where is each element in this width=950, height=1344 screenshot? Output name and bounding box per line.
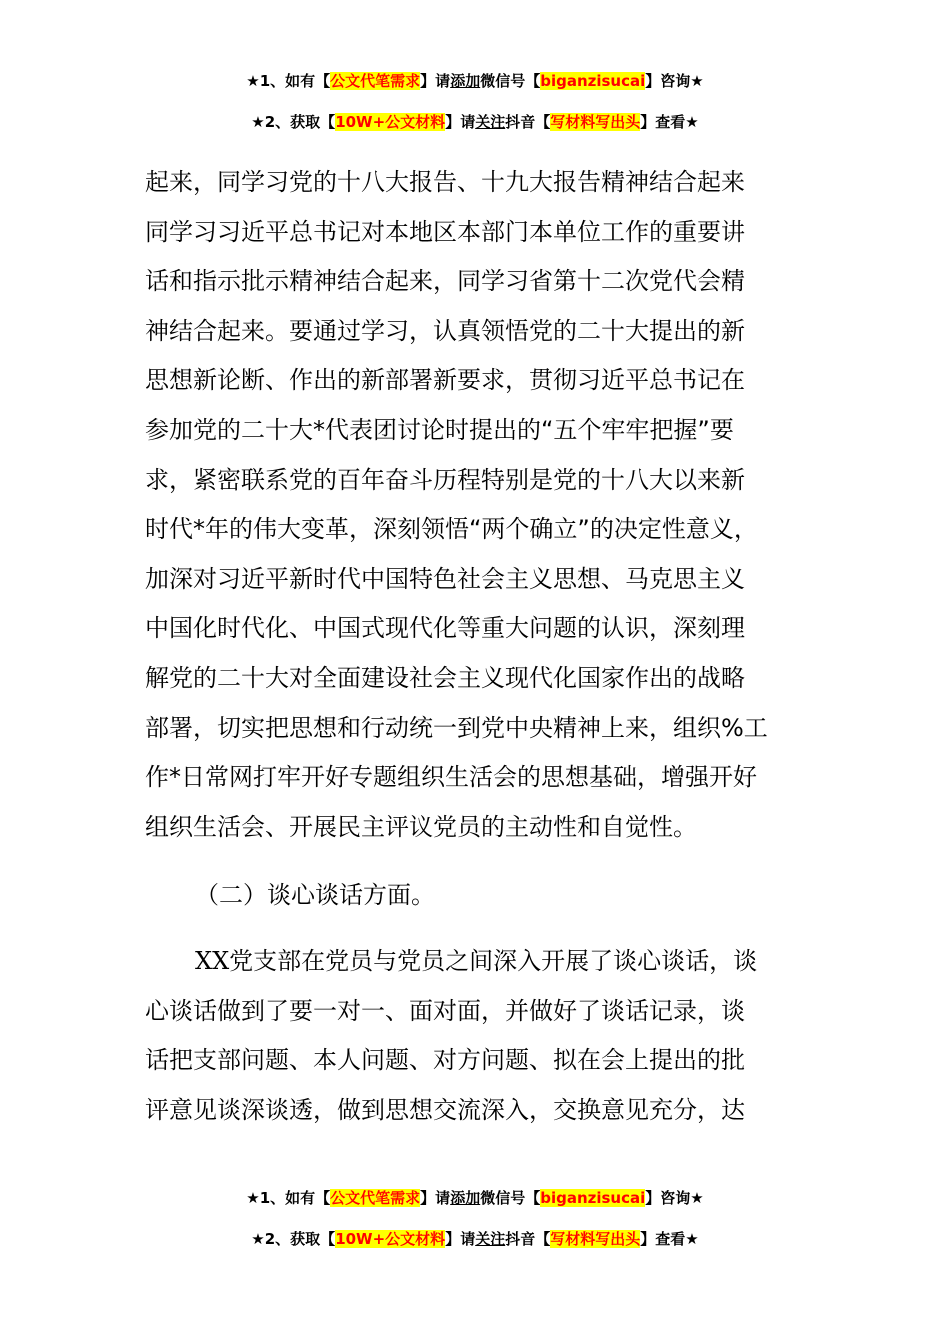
text-line: 加深对习近平新时代中国特色社会主义思想、马克思主义	[145, 564, 745, 593]
ad-text: 】查看★	[640, 1230, 699, 1248]
ad-underline: 添加	[450, 72, 481, 90]
text-line: 组织生活会、开展民主评议党员的主动性和自觉性。	[145, 812, 697, 841]
ad-text: 微信号【	[480, 1189, 541, 1207]
text-line: 作*日常网打牢开好专题组织生活会的思想基础，增强开好	[145, 763, 757, 792]
text-line-first	[145, 937, 835, 987]
ad-text: 】请	[420, 1189, 451, 1207]
text-line: 解党的二十大对全面建设社会主义现代化国家作出的战略	[145, 663, 745, 692]
ad-text: 】请	[420, 72, 451, 90]
footer-ad-line-1	[0, 1187, 950, 1209]
text-line: 话和指示批示精神结合起来，同学习省第十二次党代会精	[145, 267, 745, 296]
ad-highlight: 写材料写出头	[550, 1230, 641, 1248]
ad-text: ★1、如有【	[246, 72, 331, 90]
ad-highlight: 10W+公文材料	[335, 113, 446, 131]
ad-highlight: biganzisucai	[540, 1189, 646, 1207]
paragraph-talk	[145, 937, 835, 1135]
paragraph-study	[145, 158, 835, 852]
ad-highlight: 公文代笔需求	[330, 1189, 421, 1207]
ad-text: 】请	[445, 113, 476, 131]
ad-text: 微信号【	[480, 72, 541, 90]
ad-text: ★2、获取【	[251, 1230, 336, 1248]
text-line: 心谈话做到了要一对一、面对面，并做好了谈话记录，谈	[145, 996, 745, 1025]
text-fragment: 党支部在党员与党员之间深入开展了谈心谈话，谈	[229, 947, 758, 975]
ad-highlight: 10W+公文材料	[335, 1230, 446, 1248]
ad-text: ★1、如有【	[246, 1189, 331, 1207]
text-line: 神结合起来。要通过学习，认真领悟党的二十大提出的新	[145, 316, 745, 345]
footer-ad-line-2	[0, 1228, 950, 1250]
xx-placeholder: XX	[195, 947, 230, 975]
ad-highlight: 公文代笔需求	[330, 72, 421, 90]
ad-text: 抖音【	[505, 1230, 551, 1248]
ad-underline: 关注	[475, 113, 506, 131]
text-line: 求，紧密联系党的百年奋斗历程特别是党的十八大以来新	[145, 465, 745, 494]
text-line: 部署，切实把思想和行动统一到党中央精神上来，组织%工	[145, 713, 768, 742]
ad-text: 】请	[445, 1230, 476, 1248]
text-line: 中国化时代化、中国式现代化等重大问题的认识，深刻理	[145, 614, 745, 643]
ad-text: ★2、获取【	[251, 113, 336, 131]
text-line: 起来，同学习党的十八大报告、十九大报告精神结合起来	[145, 168, 745, 196]
text-line: 参加党的二十大*代表团讨论时提出的“五个牢牢把握”要	[145, 415, 734, 444]
ad-underline: 关注	[475, 1230, 506, 1248]
text-line: 话把支部问题、本人问题、对方问题、拟在会上提出的批	[145, 1046, 745, 1075]
ad-text: 】查看★	[640, 113, 699, 131]
ad-highlight: biganzisucai	[540, 72, 646, 90]
ad-underline: 添加	[450, 1189, 481, 1207]
text-line: 思想新论断、作出的新部署新要求，贯彻习近平总书记在	[145, 366, 745, 395]
ad-text: 】咨询★	[645, 72, 704, 90]
ad-highlight: 写材料写出头	[550, 113, 641, 131]
ad-text: 】咨询★	[645, 1189, 704, 1207]
text-line: 时代*年的伟大变革，深刻领悟“两个确立”的决定性意义，	[145, 515, 758, 544]
section-heading: （二）谈心谈话方面。	[195, 881, 435, 909]
text-line: 评意见谈深谈透，做到思想交流深入，交换意见充分，达	[145, 1095, 745, 1124]
text-line: 同学习习近平总书记对本地区本部门本单位工作的重要讲	[145, 217, 745, 246]
header-ad-line-1	[0, 70, 950, 92]
header-ad-line-2	[0, 111, 950, 133]
ad-text: 抖音【	[505, 113, 551, 131]
